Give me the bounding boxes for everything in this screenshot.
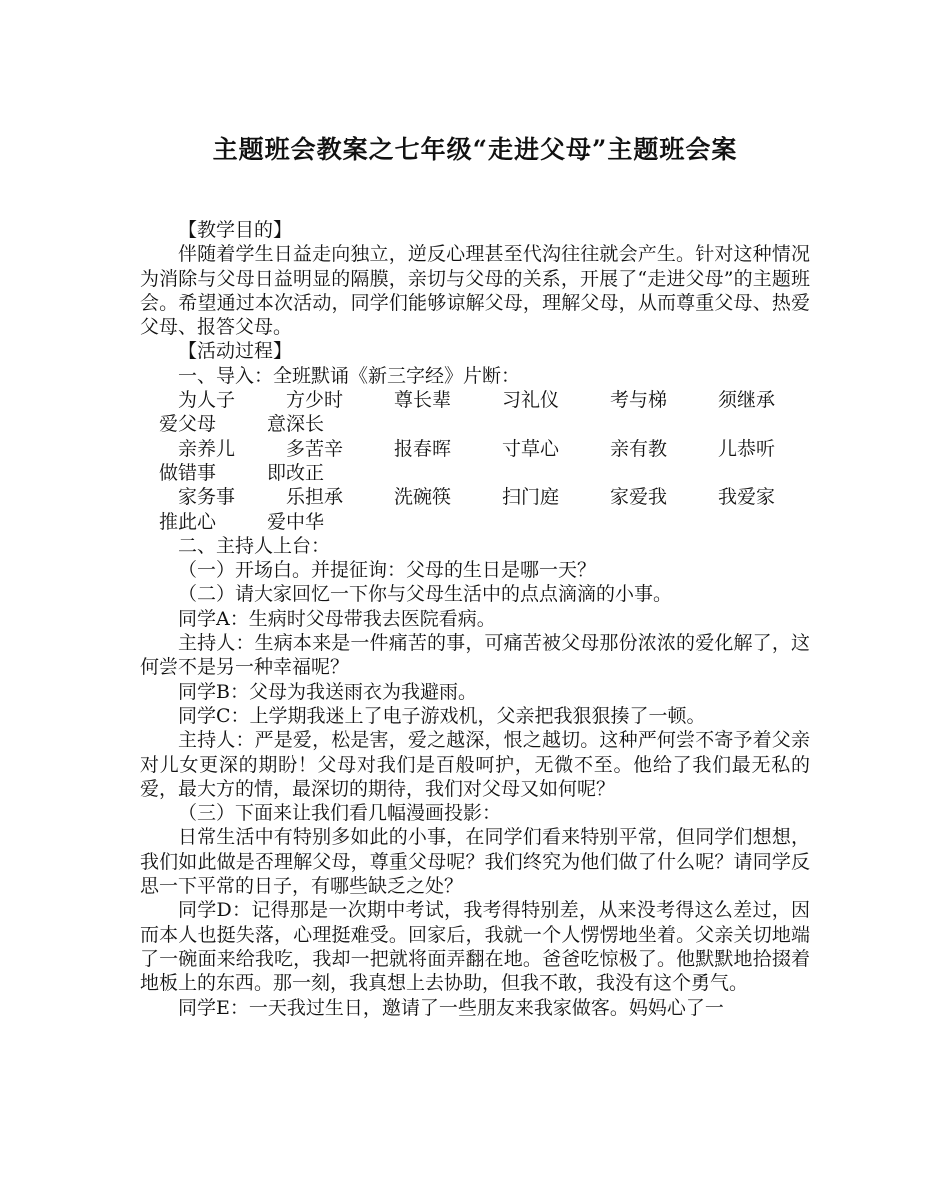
verse-item: 须继承 xyxy=(718,389,776,412)
document-body xyxy=(140,218,810,1020)
verse-item: 扫门庭 xyxy=(502,486,560,509)
verse-item: 习礼仪 xyxy=(502,389,560,412)
verse-row xyxy=(140,485,810,509)
verse-item: 多苦辛 xyxy=(286,437,344,460)
verse-item: 家爱我 xyxy=(610,486,668,509)
verse-item: 推此心 xyxy=(159,510,217,533)
goal-paragraph: 伴随着学生日益走向独立，逆反心理甚至代沟往往就会产生。针对这种情况为消除与父母日益明显的隔膜，亲切与父母的关系，开展了“走进父母”的主题班会。希望通过本次活动，同学们能够谅解父母，理解父母，从而尊重父母、热爱父母、报答父母。 xyxy=(140,243,810,339)
verse-item: 报春晖 xyxy=(394,437,452,460)
verse-item: 为人子 xyxy=(178,389,236,412)
goal-heading: 【教学目的】 xyxy=(178,219,293,241)
verse-item: 方少时 xyxy=(286,389,344,412)
verse-item: 意深长 xyxy=(267,413,325,436)
verse-item: 儿恭听 xyxy=(718,437,776,460)
verse-item: 爱中华 xyxy=(267,510,325,533)
verse-row xyxy=(140,510,810,534)
body-paragraph: （一）开场白。并提征询：父母的生日是哪一天？ xyxy=(178,559,597,582)
verse-item: 爱父母 xyxy=(159,413,217,436)
verse-item: 家务事 xyxy=(178,486,236,509)
body-paragraph: 同学D：记得那是一次期中考试，我考得特别差，从来没考得这么差过，因而本人也挺失落，心理挺难受。回家后，我就一个人愣愣地坐着。父亲关切地端了一碗面来给我吃，我却一把就将面弄翻在地。爸爸吃惊极了。他默默地拾掇着地板上的东西。那一刻，我真想上去协助，但我不敢，我没有这个勇气。 xyxy=(140,899,810,995)
verse-row xyxy=(140,461,810,485)
verse-item: 洗碗筷 xyxy=(394,486,452,509)
body-paragraph: 日常生活中有特别多如此的小事，在同学们看来特别平常，但同学们想想，我们如此做是否理解父母，尊重父母呢？我们终究为他们做了什么呢？请同学反思一下平常的日子，有哪些缺乏之处？ xyxy=(140,826,810,898)
body-paragraph: （二）请大家回忆一下你与父母生活中的点点滴滴的小事。 xyxy=(178,583,673,606)
verse-row xyxy=(140,412,810,436)
document-title: 主题班会教案之七年级“走进父母”主题班会案 xyxy=(212,135,738,164)
verse-item: 寸草心 xyxy=(502,437,560,460)
verse-item: 考与梯 xyxy=(610,389,668,412)
body-paragraph: 主持人：严是爱，松是害，爱之越深，恨之越切。这种严何尝不寄予着父亲对儿女更深的期盼！父母对我们是百般呵护，无微不至。他给了我们最无私的爱，最大方的情，最深切的期待，我们对父母又如何呢？ xyxy=(140,729,810,800)
verse-item: 亲有教 xyxy=(610,437,668,460)
verse-item: 做错事 xyxy=(159,461,217,484)
verse-row xyxy=(140,388,810,412)
verse-item: 尊长辈 xyxy=(394,389,452,412)
verse-item: 我爱家 xyxy=(718,486,776,509)
body-paragraph: 主持人：生病本来是一件痛苦的事，可痛苦被父母那份浓浓的爱化解了，这何尝不是另一种幸福呢？ xyxy=(140,632,810,679)
body-paragraph: 二、主持人上台： xyxy=(178,534,331,557)
body-paragraph: 同学A：生病时父母带我去医院看病。 xyxy=(178,607,496,630)
body-paragraph: 同学B：父母为我送雨衣为我避雨。 xyxy=(178,680,477,703)
verse-item: 亲养儿 xyxy=(178,437,236,460)
process-heading: 【活动过程】 xyxy=(178,340,293,363)
body-paragraph: 同学C：上学期我迷上了电子游戏机，父亲把我狠狠揍了一顿。 xyxy=(178,704,706,727)
verse-row xyxy=(140,437,810,461)
intro-line: 一、导入：全班默诵《新三字经》片断： xyxy=(178,364,521,387)
verse-item: 即改正 xyxy=(267,461,325,484)
verse-item: 乐担承 xyxy=(286,486,344,509)
body-paragraph: （三）下面来让我们看几幅漫画投影： xyxy=(178,802,502,825)
body-paragraph: 同学E：一天我过生日，邀请了一些朋友来我家做客。妈妈心了一 xyxy=(178,996,724,1019)
